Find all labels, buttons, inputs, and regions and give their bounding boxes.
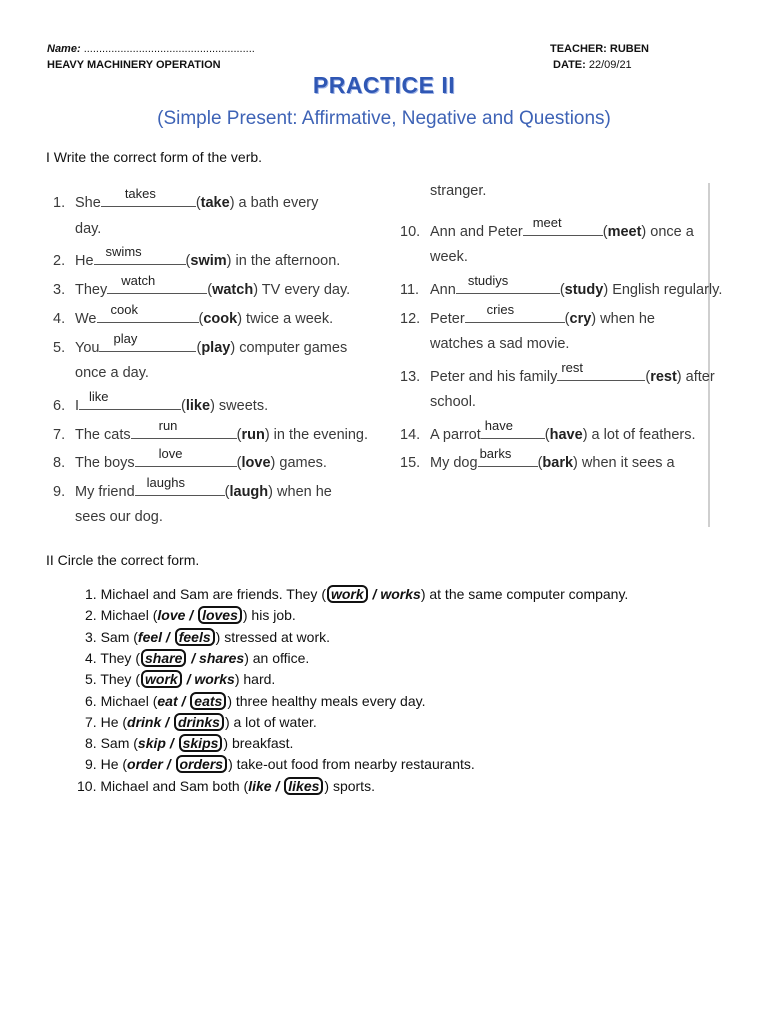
sentence-start: They: [75, 282, 108, 298]
option-separator: /: [182, 671, 195, 687]
sentence-end: ) at the same computer company.: [420, 586, 629, 602]
sentence-end: after: [681, 369, 715, 385]
handwritten-answer: like: [89, 389, 109, 404]
sentence-start: Ann and Peter: [430, 224, 523, 240]
verb-hint: (love): [236, 455, 276, 471]
sentence-end: ) a lot of water.: [224, 714, 317, 730]
sentence-end: a lot of feathers.: [587, 427, 696, 443]
circled-option[interactable]: feels: [175, 628, 215, 646]
circled-option[interactable]: orders: [176, 755, 228, 773]
part2-heading: II Circle the correct form.: [46, 552, 200, 568]
circle-item: [85, 606, 296, 624]
answer-blank[interactable]: [79, 389, 181, 410]
worksheet-part1: [40, 183, 723, 527]
circle-item: [85, 649, 309, 667]
item-number: 2.: [53, 253, 66, 269]
circle-item: [85, 755, 475, 773]
sentence-start: Sam (: [100, 735, 138, 751]
sentence-start: The boys: [75, 455, 135, 471]
sentence-end: TV every day.: [258, 282, 351, 298]
option-separator: /: [185, 607, 198, 623]
circled-option[interactable]: skips: [179, 734, 223, 752]
item-number: 6.: [85, 693, 101, 709]
sentence-continuation: watches a sad movie.: [430, 336, 570, 352]
sentence-end: when he: [596, 311, 655, 327]
item-number: 8.: [53, 455, 66, 471]
name-dots: ........................................................: [83, 43, 255, 55]
answer-blank[interactable]: [135, 446, 237, 467]
date-label: DATE:: [553, 59, 586, 71]
item-number: 3.: [85, 629, 101, 645]
sentence-start: Peter and his family: [430, 369, 558, 385]
sentence-end: computer games: [235, 340, 348, 356]
handwritten-answer: barks: [479, 446, 512, 461]
item-number: 2.: [85, 607, 101, 623]
exercise-item: [53, 244, 341, 269]
item-number: 10.: [77, 778, 101, 794]
circle-item: [85, 713, 317, 731]
sentence-continuation: school.: [430, 394, 476, 410]
item-number: 4.: [85, 650, 101, 666]
verb-hint: (take): [195, 195, 235, 211]
exercise-item: [400, 418, 696, 443]
item-number: 5.: [53, 340, 66, 356]
answer-blank[interactable]: [557, 360, 645, 381]
sentence-end: ) sports.: [324, 778, 375, 794]
option-separator: /: [187, 650, 200, 666]
answer-blank[interactable]: [101, 186, 196, 207]
verb-hint: (bark): [537, 455, 578, 471]
option-separator: /: [162, 756, 175, 772]
verb-hint: (like): [181, 398, 215, 414]
sentence-start: A parrot: [430, 427, 481, 443]
exercise-item: [400, 215, 694, 240]
circled-option[interactable]: loves: [198, 606, 242, 624]
exercise-item: [400, 360, 715, 385]
handwritten-answer: play: [113, 331, 138, 346]
sentence-end: ) hard.: [234, 671, 276, 687]
sentence-start: Michael and Sam both (: [100, 778, 249, 794]
answer-blank[interactable]: [107, 273, 207, 294]
handwritten-answer: swims: [105, 244, 142, 259]
item-number: 10.: [400, 224, 421, 240]
sentence-end: in the evening.: [269, 427, 369, 443]
circled-option[interactable]: drinks: [174, 713, 224, 731]
date-value: 22/09/21: [588, 59, 632, 71]
answer-blank[interactable]: [135, 475, 225, 496]
handwritten-answer: cries: [486, 302, 515, 317]
item-number: 9.: [53, 484, 66, 500]
sentence-end: once a: [646, 224, 694, 240]
option-a[interactable]: drink: [127, 714, 162, 730]
item-number: 7.: [53, 427, 66, 443]
sentence-end: when he: [273, 484, 332, 500]
answer-blank[interactable]: [456, 273, 560, 294]
verb-hint: (study): [559, 282, 609, 298]
date-field: [553, 59, 632, 71]
option-separator: /: [177, 693, 190, 709]
option-b[interactable]: works: [194, 671, 235, 687]
exercise-item: [53, 186, 319, 211]
verb-hint: (meet): [602, 224, 647, 240]
handwritten-answer: run: [158, 418, 178, 433]
exercise-item: [53, 302, 334, 327]
exercise-item: [53, 446, 327, 471]
verb-hint: (cook): [198, 311, 243, 327]
circle-item: [85, 628, 330, 646]
answer-blank[interactable]: [97, 302, 199, 323]
sentence-end: ) three healthy meals every day.: [227, 693, 426, 709]
sentence-start: He: [75, 253, 94, 269]
verb-hint: (play): [196, 340, 236, 356]
sentence-end: ) take-out food from nearby restaurants.: [228, 756, 475, 772]
answer-blank[interactable]: [523, 215, 603, 236]
name-label: Name:: [47, 43, 81, 55]
verb-hint: (watch): [207, 282, 259, 298]
circle-item: [85, 670, 275, 688]
page-subtitle: (Simple Present: Affirmative, Negative and Questions): [157, 108, 611, 129]
option-a[interactable]: skip: [137, 735, 166, 751]
verb-hint: (run): [236, 427, 270, 443]
sentence-start: I: [75, 398, 80, 414]
sentence-start: He (: [100, 756, 128, 772]
item-number: 12.: [400, 311, 421, 327]
item-number: 1.: [85, 586, 101, 602]
sentence-start: Michael and Sam are friends. They (: [100, 586, 326, 602]
exercise-item: [400, 302, 655, 327]
exercise-item: [53, 418, 369, 443]
exercise-item: [400, 273, 723, 298]
circled-option[interactable]: work: [141, 670, 182, 688]
option-separator: /: [368, 586, 381, 602]
sentence-end: sweets.: [214, 398, 269, 414]
option-a[interactable]: order: [127, 756, 163, 772]
sentence-end: ) breakfast.: [223, 735, 294, 751]
sentence-start: Sam (: [100, 629, 138, 645]
sentence-start: Ann: [430, 282, 456, 298]
handwritten-answer: watch: [121, 273, 156, 288]
answer-blank[interactable]: [131, 418, 237, 439]
exercise-item: [53, 331, 348, 356]
sentence-end: games.: [275, 455, 327, 471]
sentence-continuation: day.: [75, 221, 102, 237]
sentence-continuation: sees our dog.: [75, 509, 163, 525]
sentence-start: The cats: [75, 427, 131, 443]
sentence-start: They (: [100, 650, 140, 666]
handwritten-answer: laughs: [146, 475, 185, 490]
handwritten-answer: takes: [124, 186, 156, 201]
answer-blank[interactable]: [94, 244, 186, 265]
sentence-start: She: [75, 195, 101, 211]
sentence-start: We: [75, 311, 97, 327]
answer-blank[interactable]: [465, 302, 565, 323]
circle-item: [77, 777, 375, 795]
course-name: HEAVY MACHINERY OPERATION: [47, 59, 221, 71]
handwritten-answer: cook: [110, 302, 138, 317]
option-separator: /: [271, 778, 284, 794]
option-a[interactable]: eat: [157, 693, 178, 709]
sentence-continuation: week.: [430, 249, 468, 265]
handwritten-answer: have: [484, 418, 513, 433]
exercise-item: [400, 446, 675, 471]
answer-blank[interactable]: [481, 418, 545, 439]
sentence-end: ) stressed at work.: [215, 629, 331, 645]
option-separator: /: [161, 714, 173, 730]
option-b[interactable]: shares: [199, 650, 245, 666]
option-separator: /: [165, 735, 178, 751]
sentence-start: Michael (: [100, 693, 158, 709]
sentence-end: in the afternoon.: [231, 253, 341, 269]
sentence-continuation: once a day.: [75, 365, 149, 381]
option-a[interactable]: feel: [137, 629, 163, 645]
sentence-end: ) an office.: [244, 650, 310, 666]
item-number: 6.: [53, 398, 66, 414]
option-a[interactable]: like: [248, 778, 272, 794]
sentence-end: English regularly.: [608, 282, 723, 298]
circle-item: [85, 692, 425, 710]
exercise-item: [53, 273, 351, 298]
sentence-end: twice a week.: [242, 311, 334, 327]
item-number: 15.: [400, 455, 421, 471]
sentence-end: a bath every: [234, 195, 319, 211]
exercise-item: [53, 475, 332, 500]
circled-option[interactable]: eats: [190, 692, 226, 710]
sentence-start: My dog: [430, 455, 478, 471]
part1-heading: I Write the correct form of the verb.: [46, 149, 263, 165]
answer-blank[interactable]: [478, 446, 538, 467]
handwritten-answer: studiys: [467, 273, 509, 288]
handwritten-answer: love: [158, 446, 183, 461]
divider-line: [708, 183, 710, 527]
item-number: 3.: [53, 282, 66, 298]
option-separator: /: [162, 629, 174, 645]
verb-hint: (swim): [185, 253, 232, 269]
option-a[interactable]: love: [157, 607, 186, 623]
exercise-item: [53, 389, 269, 414]
page-title: PRACTICE II: [312, 72, 456, 98]
item-number: 13.: [400, 369, 421, 385]
item-number: 1.: [53, 195, 66, 211]
sentence-start: Peter: [430, 311, 465, 327]
verb-hint: (cry): [564, 311, 597, 327]
item-number: 8.: [85, 735, 101, 751]
sentence-end: when it sees a: [577, 455, 675, 471]
verb-hint: (have): [544, 427, 588, 443]
item-number: 7.: [85, 714, 101, 730]
item-number: 9.: [85, 756, 101, 772]
option-b[interactable]: works: [380, 586, 421, 602]
item-number: 5.: [85, 671, 101, 687]
circle-item: [85, 585, 628, 603]
sentence-end: ) his job.: [242, 607, 296, 623]
verb-hint: (laugh): [224, 484, 273, 500]
sentence-start: They (: [100, 671, 140, 687]
teacher-name: TEACHER: RUBEN: [550, 43, 649, 55]
name-field: [47, 43, 255, 55]
verb-hint: (rest): [645, 369, 682, 385]
sentence-continuation: stranger.: [430, 183, 487, 199]
circle-item: [85, 734, 293, 752]
item-number: 11.: [400, 282, 420, 298]
handwritten-answer: meet: [532, 215, 562, 230]
circled-option[interactable]: work: [327, 585, 368, 603]
sentence-start: He (: [100, 714, 128, 730]
answer-blank[interactable]: [99, 331, 196, 352]
item-number: 14.: [400, 427, 421, 443]
sentence-start: Michael (: [100, 607, 158, 623]
circled-option[interactable]: likes: [284, 777, 323, 795]
sentence-start: My friend: [75, 484, 135, 500]
item-number: 4.: [53, 311, 66, 327]
sentence-start: You: [75, 340, 100, 356]
circled-option[interactable]: share: [141, 649, 186, 667]
handwritten-answer: rest: [561, 360, 584, 375]
